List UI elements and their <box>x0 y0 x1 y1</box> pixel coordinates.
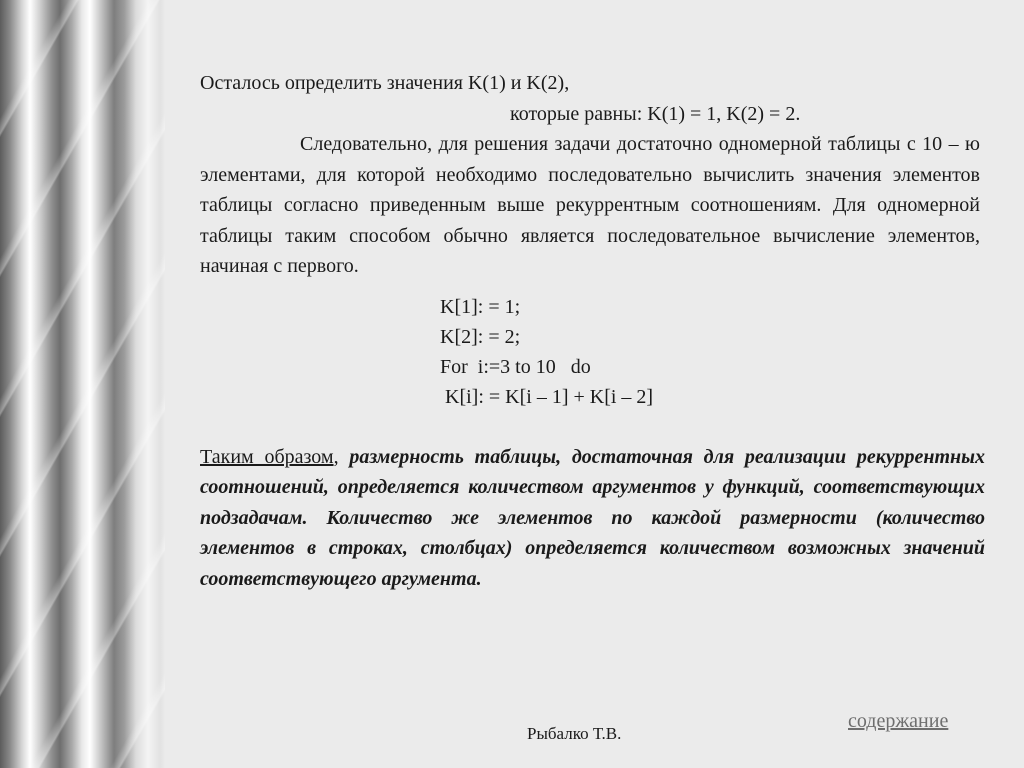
author-name: Рыбалко Т.В. <box>527 724 622 743</box>
contents-link[interactable]: содержание <box>848 710 949 732</box>
intro-line: Осталось определить значения K(1) и K(2), <box>200 72 570 94</box>
decorative-sidebar <box>0 0 165 768</box>
code-line: K[i]: = K[i – 1] + K[i – 2] <box>440 385 654 408</box>
code-line: K[1]: = 1; <box>440 295 521 318</box>
code-line: For i:=3 to 10 do <box>440 355 591 378</box>
code-block <box>440 292 980 412</box>
summary-comma: , <box>333 445 350 468</box>
slide-content <box>200 68 986 594</box>
summary-emphasis: размерность таблицы, достаточная для реализации рекуррентных соотношений, определяется количеством аргументов у функций, соответствующих подзадачам. Количество же элементов по каждой размерности (количество элементов в строках, столбцах) определяется количеством возможных значений соответствующего аргумента. <box>200 445 986 590</box>
summary-paragraph <box>200 442 985 595</box>
code-line: K[2]: = 2; <box>440 325 521 348</box>
body-paragraph: Следовательно, для решения задачи достаточно одномерной таблицы с 10 – ю элементами, для которой необходимо последовательно вычислить значения элементов таблицы согласно приведенным выше рекуррентным соотношениям. Для одномерной таблицы таким способом обычно является последовательное вычисление элементов, начиная с первого. <box>200 133 980 277</box>
summary-lead: Таким образом <box>200 445 334 468</box>
values-line: которые равны: K(1) = 1, K(2) = 2. <box>510 102 801 125</box>
